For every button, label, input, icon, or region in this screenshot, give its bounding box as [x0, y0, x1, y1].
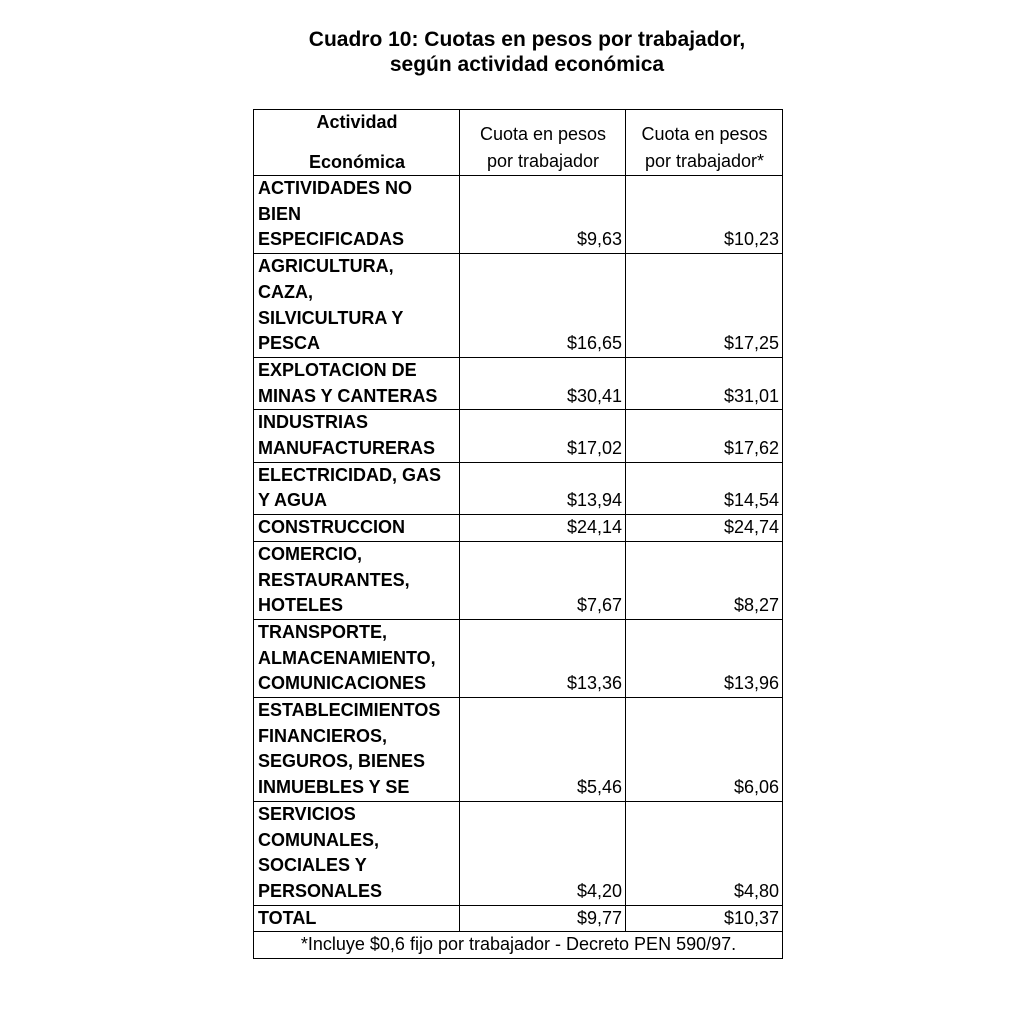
title-line-1: Cuadro 10: Cuotas en pesos por trabajador,: [308, 28, 746, 51]
row-cuota-fijo-value: $17,62: [626, 410, 783, 462]
row-cuota-fijo-value: $10,23: [626, 176, 783, 254]
row-cuota-fijo-value: $6,06: [626, 698, 783, 802]
row-activity-label: [254, 462, 460, 514]
table-row: [254, 410, 783, 462]
table-row: [254, 905, 783, 932]
activity-label-line: MINAS Y CANTERAS: [258, 385, 438, 406]
activity-label-line: FINANCIEROS,: [258, 725, 388, 746]
row-cuota-value: $9,63: [460, 176, 626, 254]
activity-label-line: HOTELES: [258, 595, 344, 616]
row-cuota-fijo-value: $14,54: [626, 462, 783, 514]
row-activity-label: [254, 801, 460, 905]
row-cuota-value: $13,94: [460, 462, 626, 514]
table-row: [254, 254, 783, 358]
table-body: [254, 176, 783, 932]
row-cuota-fijo-value: $24,74: [626, 515, 783, 542]
activity-label-line: CAZA,: [258, 281, 313, 302]
row-cuota-fijo-value: $4,80: [626, 801, 783, 905]
activity-label-line: TOTAL: [258, 907, 317, 928]
row-activity-label: [254, 619, 460, 697]
row-cuota-value: $9,77: [460, 905, 626, 932]
table-row: [254, 357, 783, 409]
activity-label-line: COMERCIO,: [258, 543, 363, 564]
header-cuota-fijo-line-1: Cuota en pesos: [641, 124, 768, 144]
table-row: [254, 698, 783, 802]
header-activity-line-2: Económica: [308, 152, 406, 172]
table-row: [254, 176, 783, 254]
row-cuota-fijo-value: $17,25: [626, 254, 783, 358]
row-activity-label: [254, 254, 460, 358]
row-activity-label: [254, 410, 460, 462]
row-activity-label: [254, 698, 460, 802]
activity-label-line: ACTIVIDADES NO: [258, 178, 413, 198]
activity-label-line: CONSTRUCCION: [258, 517, 405, 538]
header-activity-line-1: Actividad: [316, 112, 398, 132]
row-cuota-value: $5,46: [460, 698, 626, 802]
table-row: [254, 619, 783, 697]
activity-label-line: ESPECIFICADAS: [258, 229, 405, 250]
activity-label-line: ELECTRICIDAD, GAS: [258, 464, 442, 485]
activity-label-line: PERSONALES: [258, 880, 383, 901]
activity-label-line: ALMACENAMIENTO,: [258, 647, 436, 668]
row-activity-label: [254, 515, 460, 542]
activity-label-line: TRANSPORTE,: [258, 621, 388, 642]
header-cuota-fijo: [626, 110, 783, 176]
row-cuota-value: $7,67: [460, 541, 626, 619]
row-cuota-fijo-value: $8,27: [626, 541, 783, 619]
title-line-2: según actividad económica: [389, 53, 665, 76]
header-cuota-line-1: Cuota en pesos: [479, 124, 607, 144]
table-row: [254, 515, 783, 542]
row-cuota-fijo-value: $13,96: [626, 619, 783, 697]
table-row: [254, 801, 783, 905]
row-cuota-value: $13,36: [460, 619, 626, 697]
activity-label-line: EXPLOTACION DE: [258, 359, 417, 380]
activity-label-line: INMUEBLES Y SE: [258, 777, 410, 798]
row-cuota-value: $30,41: [460, 357, 626, 409]
header-cuota-fijo-line-2: por trabajador*: [644, 151, 765, 171]
activity-label-line: RESTAURANTES,: [258, 569, 410, 590]
activity-label-line: COMUNICACIONES: [258, 673, 427, 694]
activity-label-line: PESCA: [258, 333, 321, 354]
row-activity-label: [254, 357, 460, 409]
activity-label-line: SERVICIOS: [258, 803, 356, 824]
header-cuota: [460, 110, 626, 176]
header-cuota-line-2: por trabajador: [486, 151, 600, 171]
row-cuota-value: $24,14: [460, 515, 626, 542]
row-activity-label: [254, 176, 460, 254]
activity-label-line: SILVICULTURA Y: [258, 307, 404, 328]
activity-label-line: Y AGUA: [258, 490, 328, 511]
footnote-row: [254, 932, 783, 959]
quota-table: [253, 109, 783, 959]
activity-label-line: SEGUROS, BIENES: [258, 751, 426, 772]
header-activity: [254, 110, 460, 176]
activity-label-line: ESTABLECIMIENTOS: [258, 700, 441, 721]
activity-label-line: INDUSTRIAS: [258, 412, 369, 433]
row-cuota-fijo-value: $31,01: [626, 357, 783, 409]
row-activity-label: [254, 905, 460, 932]
activity-label-line: MANUFACTURERAS: [258, 438, 435, 459]
row-cuota-fijo-value: $10,37: [626, 905, 783, 932]
activity-label-line: COMUNALES,: [258, 829, 379, 850]
activity-label-line: AGRICULTURA,: [258, 256, 394, 277]
table-row: [254, 541, 783, 619]
row-cuota-value: $4,20: [460, 801, 626, 905]
page-title: [0, 27, 1024, 77]
row-activity-label: [254, 541, 460, 619]
table-header-row: [254, 110, 783, 176]
activity-label-line: SOCIALES Y: [258, 855, 367, 876]
row-cuota-value: $17,02: [460, 410, 626, 462]
row-cuota-value: $16,65: [460, 254, 626, 358]
activity-label-line: BIEN: [258, 203, 302, 224]
footnote: *Incluye $0,6 fijo por trabajador - Decreto PEN 590/97.: [254, 932, 783, 959]
table-row: [254, 462, 783, 514]
